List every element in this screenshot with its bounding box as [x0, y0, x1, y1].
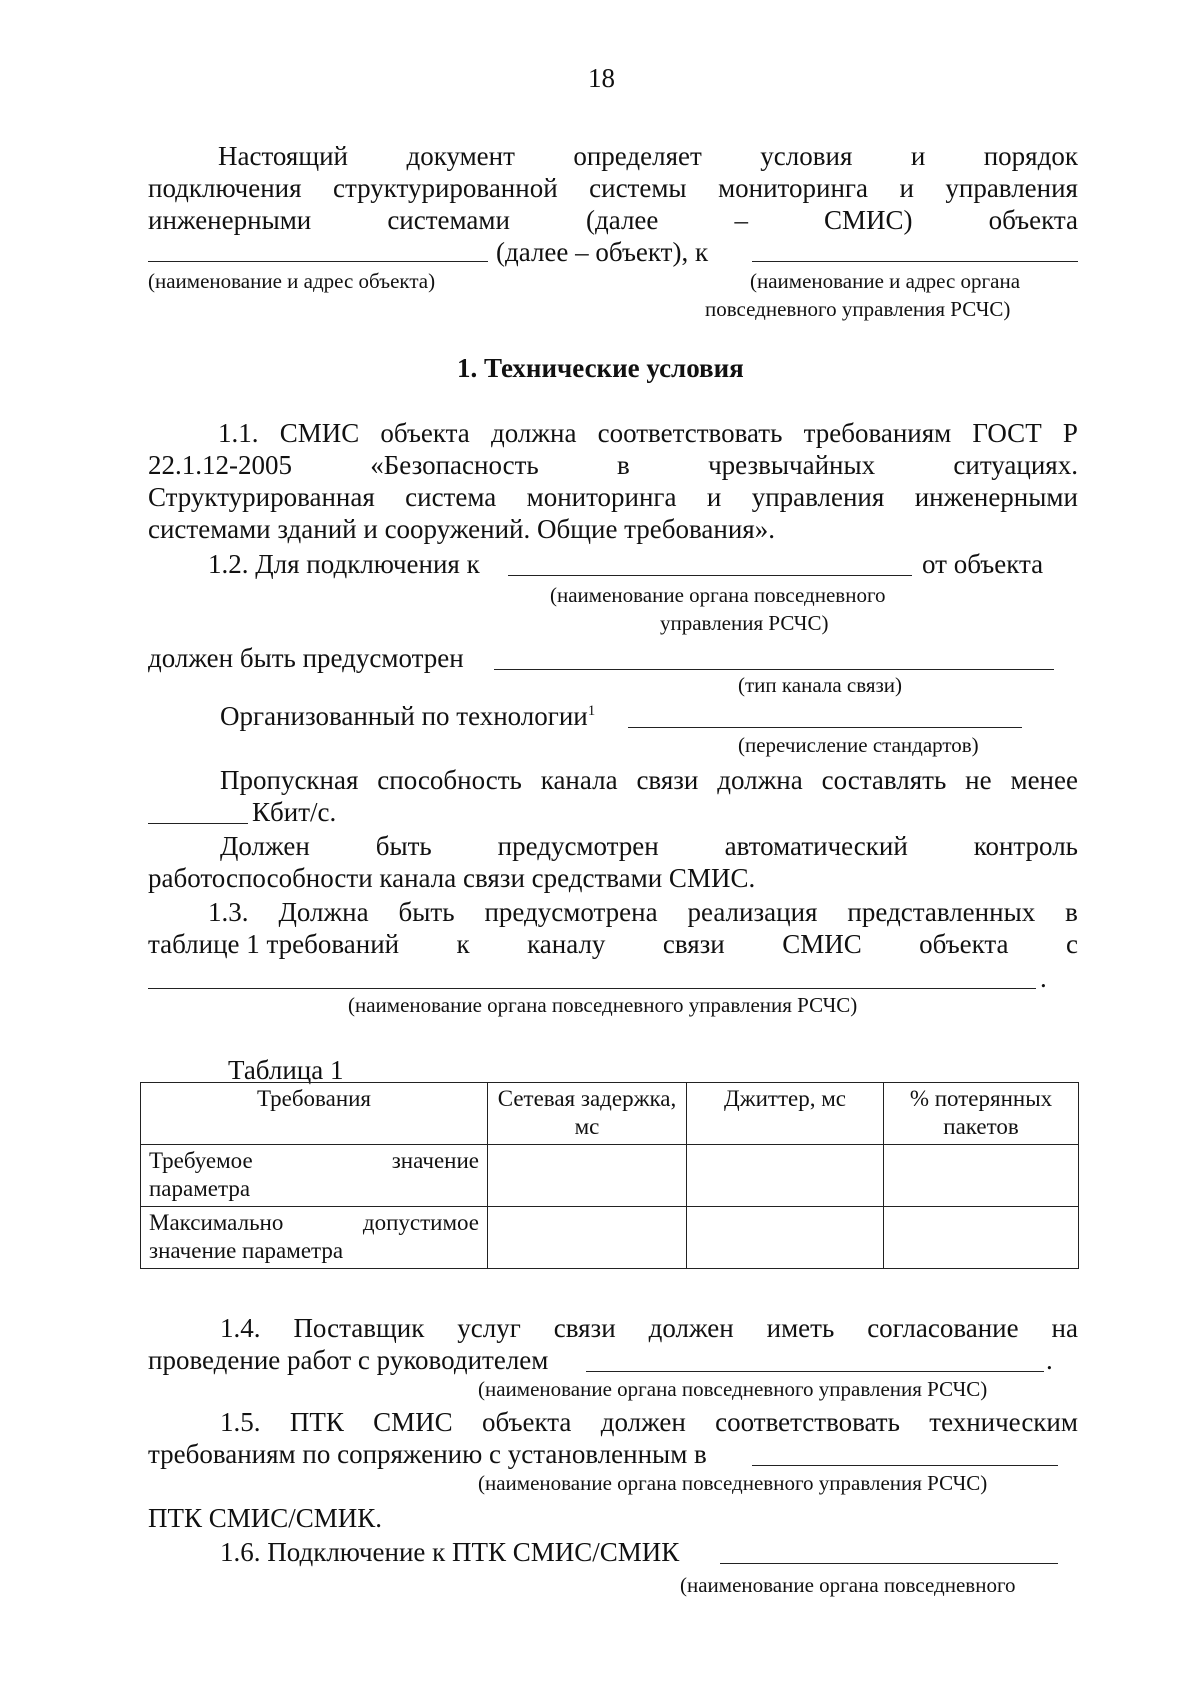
word: связи [636, 765, 699, 795]
word: быть [398, 897, 455, 927]
word: в [617, 450, 630, 480]
word: соответствовать [597, 418, 783, 448]
p14-line-1 [220, 1312, 1078, 1344]
cell-latency-required[interactable] [488, 1145, 687, 1207]
word: менее [1010, 765, 1078, 795]
bandwidth-line [220, 764, 1078, 796]
word: предусмотрен [497, 831, 659, 861]
word: объекта [919, 929, 1009, 959]
p13-end-punct: . [1040, 963, 1047, 993]
requirements-table [140, 1082, 1079, 1269]
table-label: Таблица 1 [228, 1055, 344, 1085]
word: ГОСТ [972, 418, 1042, 448]
p16-lead: 1.6. Подключение к ПТК СМИС/СМИК [220, 1537, 680, 1567]
blank-object-name[interactable] [148, 236, 488, 262]
control-line-2: работоспособности канала связи средствами СМИС. [148, 863, 756, 893]
word: и [706, 482, 722, 512]
p12-caption-1: (наименование органа повседневного [550, 583, 886, 607]
cell-jitter-max[interactable] [687, 1207, 884, 1269]
word: контроль [973, 831, 1078, 861]
p13-line-2 [148, 928, 1078, 960]
caption-channel: (тип канала связи) [738, 673, 903, 697]
table-header-row [141, 1083, 1079, 1145]
word: автоматический [724, 831, 908, 861]
word: таблице 1 требований [148, 929, 400, 959]
word: быть [375, 831, 432, 861]
word: Поставщик [293, 1313, 425, 1343]
word: не [965, 765, 992, 795]
intro-line-1 [218, 140, 1078, 172]
word: СМИС [279, 418, 360, 448]
word: мониторинга [526, 482, 677, 512]
word: управления [751, 482, 885, 512]
intro-line-3 [148, 204, 1078, 236]
blank-technology[interactable] [628, 702, 1022, 728]
blank-channel-type[interactable] [494, 644, 1054, 670]
p11-line-3 [148, 481, 1078, 513]
page-number: 18 [588, 63, 615, 93]
word: Должен [220, 831, 310, 861]
word: представленных [847, 897, 1036, 927]
word: «Безопасность [370, 450, 539, 480]
word: объекта [380, 418, 470, 448]
blank-rschs-org-p12[interactable] [508, 550, 912, 576]
word: Структурированная [148, 482, 375, 512]
word: 1.4. [220, 1313, 261, 1343]
word: условия [760, 141, 853, 171]
blank-rschs-org-p16[interactable] [720, 1538, 1058, 1564]
word: СМИС [782, 929, 862, 959]
word: мониторинга [718, 173, 868, 203]
intro-line-4: (далее – объект), к [496, 237, 709, 267]
cell-loss-max[interactable] [884, 1207, 1079, 1269]
control-line [220, 830, 1078, 862]
blank-rschs-org-p13[interactable] [148, 960, 1036, 989]
word: и [910, 141, 926, 171]
blank-bandwidth[interactable] [148, 798, 248, 824]
word: СМИС [373, 1407, 453, 1437]
word: Р [1062, 418, 1078, 448]
word: Должна [278, 897, 369, 927]
word: на [1051, 1313, 1078, 1343]
cell-jitter-required[interactable] [687, 1145, 884, 1207]
word: и [899, 173, 914, 203]
p12-tail: от объекта [922, 549, 1044, 579]
word: объекта [482, 1407, 572, 1437]
caption-org-2: повседневного управления РСЧС) [705, 297, 1011, 321]
word: инженерными [148, 205, 312, 235]
word: должен [648, 1313, 734, 1343]
word: согласование [867, 1313, 1019, 1343]
footnote-marker: 1 [587, 703, 596, 719]
word: услуг [457, 1313, 521, 1343]
caption-object: (наименование и адрес объекта) [148, 269, 436, 293]
word: управления [945, 173, 1078, 203]
p13-caption: (наименование органа повседневного управления РСЧС) [348, 993, 858, 1017]
p12-lead: 1.2. Для подключения к [208, 549, 480, 579]
word: 1.1. [218, 418, 259, 448]
header-packet-loss: % потерянных пакетов [884, 1083, 1079, 1145]
section-title: 1. Технические условия [457, 353, 744, 383]
header-requirements: Требования [141, 1083, 488, 1145]
cell-latency-max[interactable] [488, 1207, 687, 1269]
caption-tech: (перечисление стандартов) [738, 733, 979, 757]
cell-loss-required[interactable] [884, 1145, 1079, 1207]
word: 1.5. [220, 1407, 261, 1437]
word: Пропускная [220, 765, 359, 795]
tech-lead: Организованный по технологии$^1$ [220, 701, 596, 731]
word: канала [540, 765, 618, 795]
blank-rschs-org-p15[interactable] [752, 1440, 1058, 1466]
word: структурированной [333, 173, 558, 203]
word: 22.1.12-2005 [148, 450, 292, 480]
table-row [141, 1207, 1079, 1269]
word: подключения [148, 173, 302, 203]
p14-end-punct: . [1046, 1345, 1053, 1375]
blank-rschs-org[interactable] [752, 236, 1078, 262]
channel-lead: должен быть предусмотрен [148, 643, 464, 673]
word: должен [600, 1407, 686, 1437]
word: в [1065, 897, 1078, 927]
word: связи [662, 929, 725, 959]
word: Настоящий [218, 141, 349, 171]
word: к [456, 929, 470, 959]
word: порядок [983, 141, 1078, 171]
header-latency: Сетевая задержка, мс [488, 1083, 687, 1145]
header-jitter: Джиттер, мс [687, 1083, 884, 1145]
word: каналу [527, 929, 606, 959]
p16-caption: (наименование органа повседневного [680, 1573, 1016, 1597]
word: с [1065, 929, 1078, 959]
word: определяет [573, 141, 702, 171]
word: системами [387, 205, 510, 235]
word: – [734, 205, 748, 235]
p11-line-4: системами зданий и сооружений. Общие требования». [148, 514, 775, 544]
p11-line-2 [148, 449, 1078, 481]
word: техническим [929, 1407, 1078, 1437]
caption-org-1: (наименование и адрес органа [750, 269, 1021, 293]
word: чрезвычайных [708, 450, 876, 480]
blank-rschs-head[interactable] [586, 1346, 1044, 1372]
p14-caption: (наименование органа повседневного управления РСЧС) [478, 1377, 988, 1401]
word: системы [589, 173, 687, 203]
word: ситуациях. [953, 450, 1078, 480]
word: предусмотрена [484, 897, 658, 927]
p14-line-2: проведение работ с руководителем [148, 1345, 549, 1375]
word: СМИС) [824, 205, 913, 235]
bandwidth-unit: Кбит/с. [252, 797, 337, 827]
intro-line-2 [148, 172, 1078, 204]
p11-line-1 [218, 417, 1078, 449]
p12-caption-2: управления РСЧС) [660, 611, 829, 635]
p15-line-2: требованиям по сопряжению с установленным в [148, 1439, 707, 1469]
p15-caption: (наименование органа повседневного управления РСЧС) [478, 1471, 988, 1495]
word: связи [553, 1313, 616, 1343]
table-row [141, 1145, 1079, 1207]
p13-line-1 [208, 896, 1078, 928]
word: 1.3. [208, 897, 249, 927]
row-name: Требуемое значение параметра [141, 1145, 488, 1207]
p15-line-1 [220, 1406, 1078, 1438]
word: соответствовать [715, 1407, 900, 1437]
word: должна [717, 765, 803, 795]
word: объекта [988, 205, 1078, 235]
word: реализация [687, 897, 818, 927]
word: требованиям [803, 418, 952, 448]
row-name: Максимально допустимое значение параметра [141, 1207, 488, 1269]
word: должна [490, 418, 577, 448]
word: способность [377, 765, 522, 795]
word: ПТК [289, 1407, 344, 1437]
word: иметь [766, 1313, 835, 1343]
word: система [405, 482, 497, 512]
word: составлять [821, 765, 947, 795]
p15-line-3: ПТК СМИС/СМИК. [148, 1503, 383, 1533]
word: инженерными [914, 482, 1078, 512]
word: (далее [586, 205, 659, 235]
word: документ [406, 141, 515, 171]
